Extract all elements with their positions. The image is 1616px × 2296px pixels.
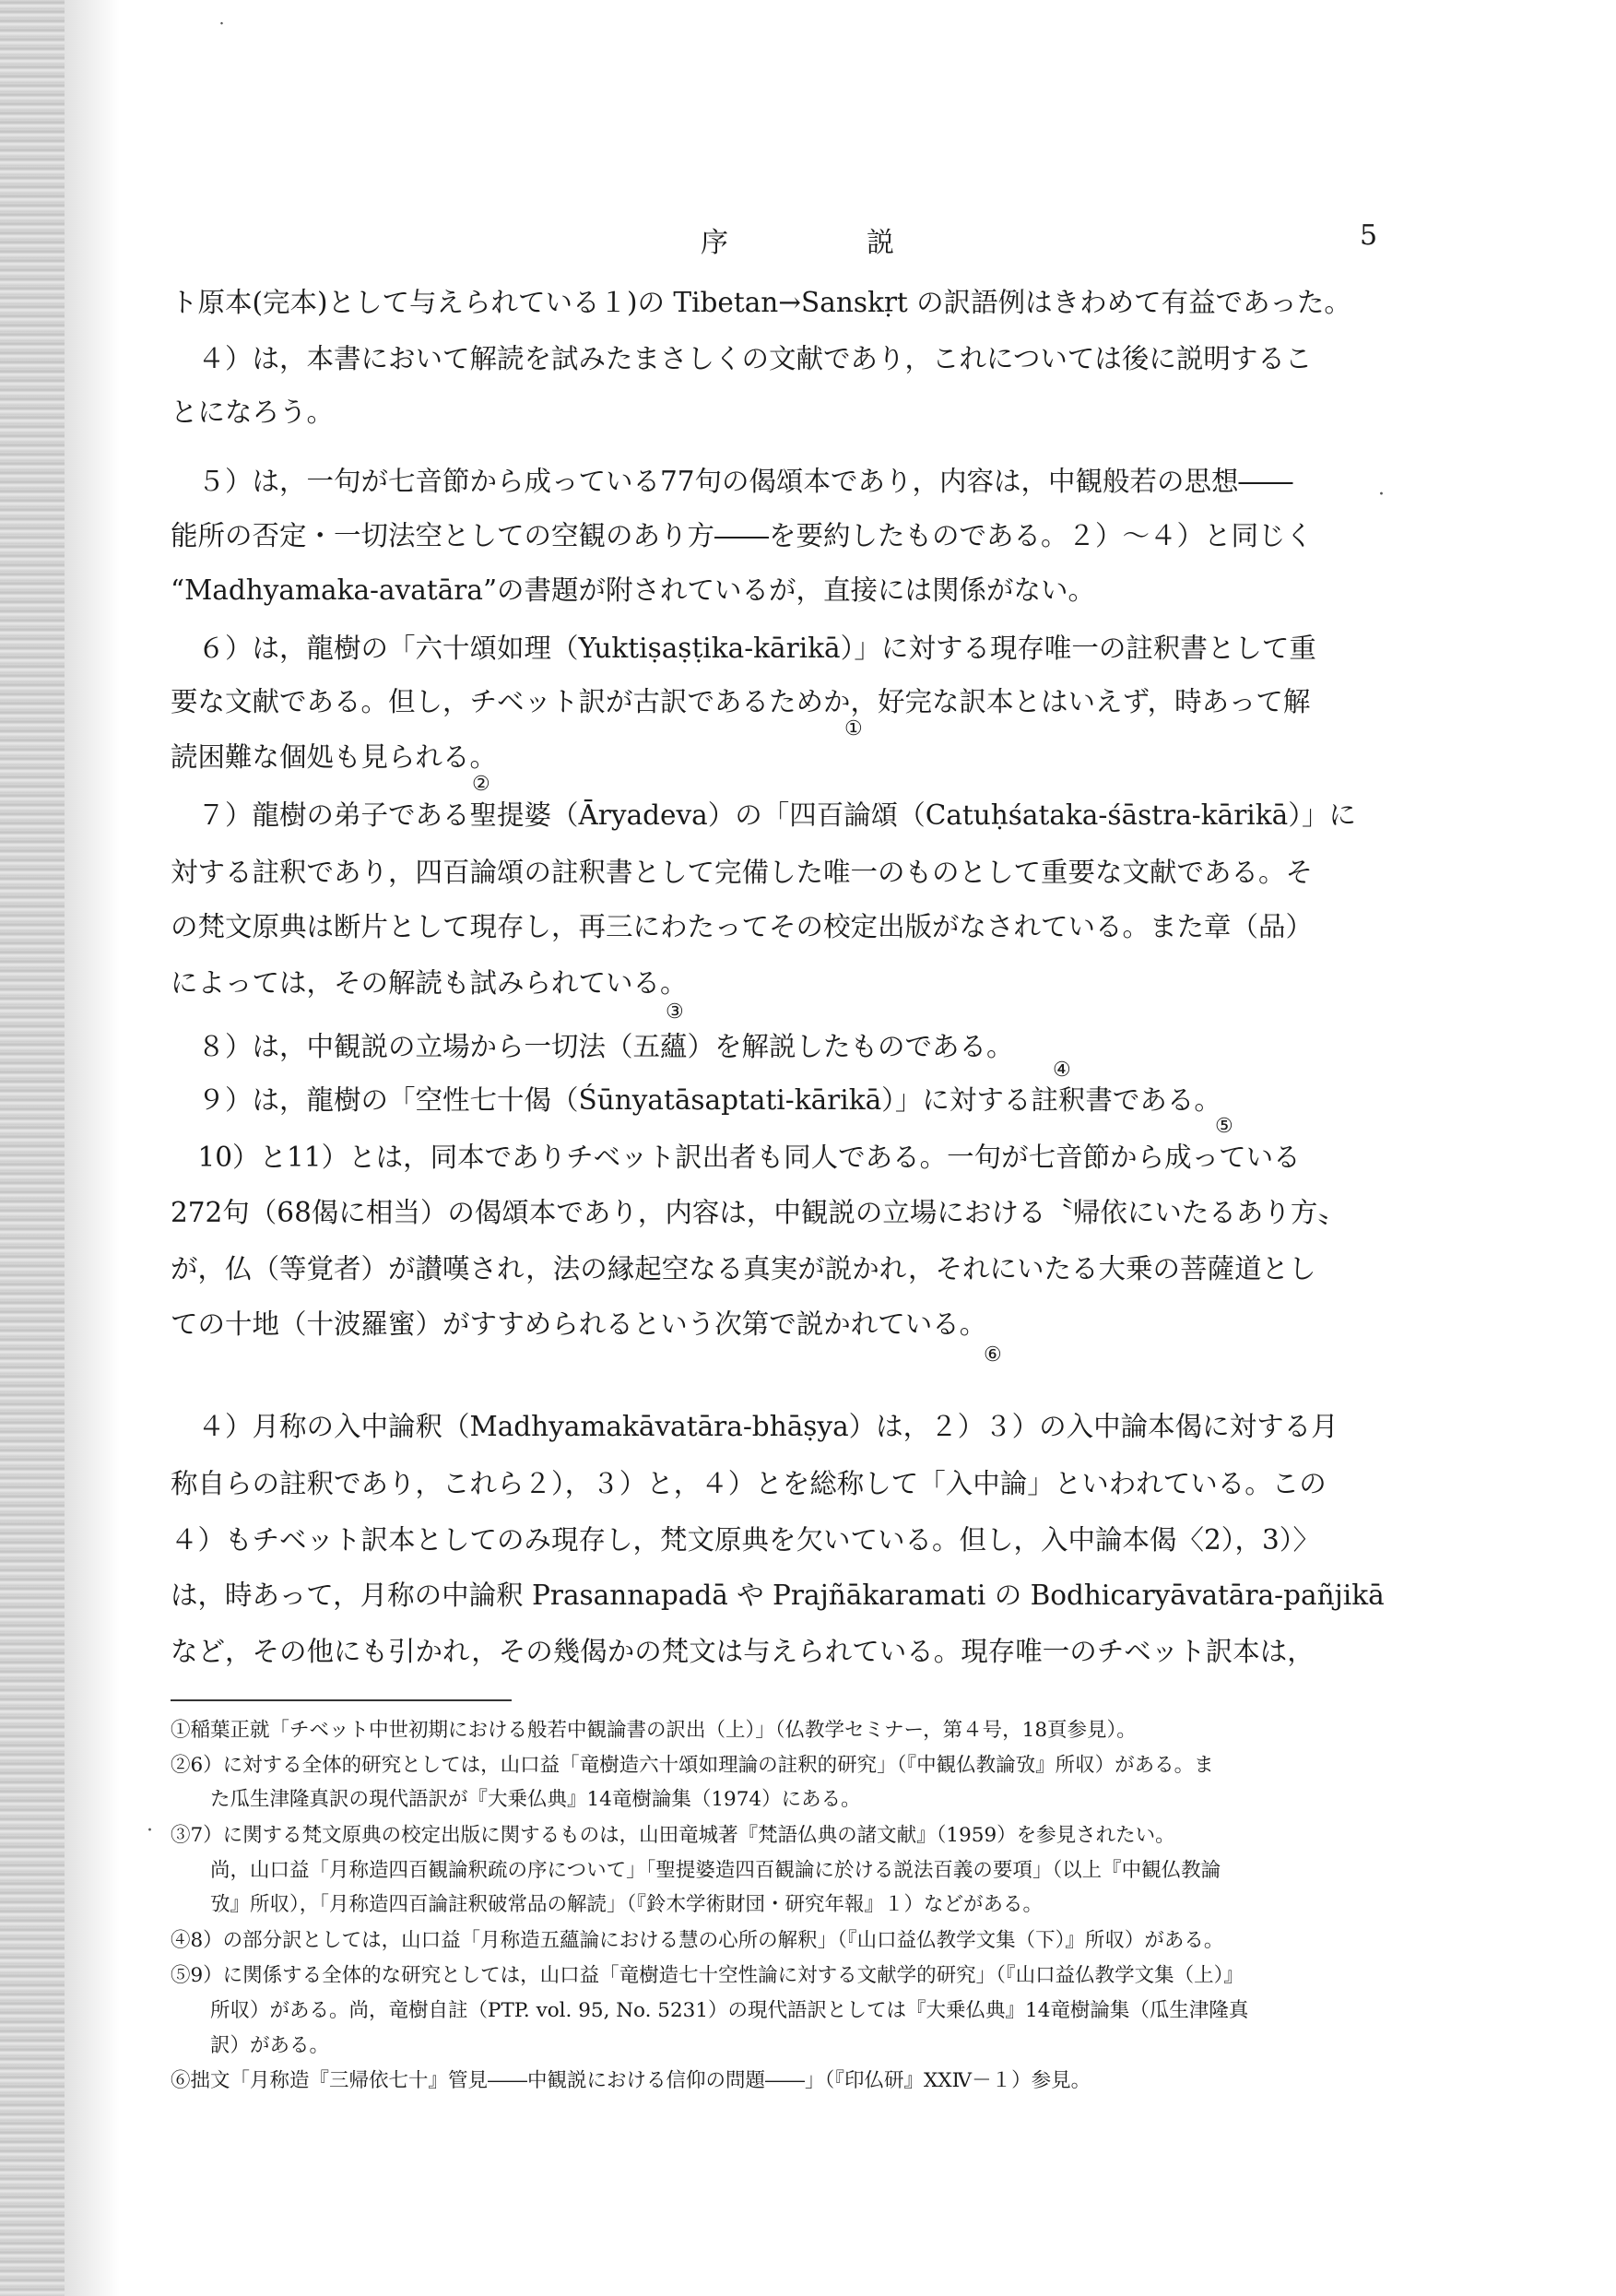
- footnote-line: 所収）がある。尚，竜樹自註（PTP. vol. 95, No. 5231）の現代語訳としては『大乗仏典』14竜樹論集（瓜生津隆真: [210, 1999, 1249, 2022]
- footnote-line: ⑥拙文「月称造『三帰依七十』管見――中観説における信仰の問題――」（『印仏研』XXⅣ－１）参見。: [171, 2069, 1091, 2092]
- body-line: 要な文献である。但し，チベット訳が古訳であるためか，好完な訳本とはいえず，時あって解: [171, 686, 1311, 717]
- body-line: 読困難な個処も見られる。: [171, 741, 498, 773]
- body-line: ６）は，龍樹の「六十頌如理（Yuktiṣaṣṭika-kārikā）」に対する現存唯一の註釈書として重: [171, 633, 1316, 664]
- footnote-line: 攷』所収），「月称造四百論註釈破常品の解読」（『鈴木学術財団・研究年報』１）などがある。: [210, 1893, 1044, 1916]
- body-line: 10）と11）とは，同本でありチベット訳出者も同人である。一句が七音節から成っている: [171, 1142, 1301, 1173]
- body-line: によっては，その解読も試みられている。: [171, 967, 688, 999]
- footnote-line: 訳）がある。: [210, 2034, 330, 2057]
- scan-speck: ·: [1378, 483, 1385, 506]
- footnote-ref-5: ⑤: [1215, 1115, 1233, 1138]
- body-line: “Madhyamaka-avatāra”の書題が附されているが，直接には関係がない。: [171, 574, 1096, 606]
- footnote-ref-1: ①: [844, 717, 863, 740]
- footnote-ref-3: ③: [666, 1000, 684, 1024]
- body-line: とになろう。: [171, 396, 335, 428]
- body-line: 対する註釈であり，四百論頌の註釈書として完備した唯一のものとして重要な文献である。そ: [171, 857, 1314, 888]
- footnote-line: ④8）の部分訳としては，山口益「月称造五蘊論における慧の心所の解釈」（『山口益仏教学文集（下）』所収）がある。: [171, 1929, 1224, 1952]
- body-line: が，仏（等覚者）が讃嘆され，法の縁起空なる真実が説かれ，それにいたる大乗の菩薩道とし: [171, 1253, 1316, 1284]
- footnote-line: ⑤9）に関係する全体的な研究としては，山口益「竜樹造七十空性論に対する文献学的研究」（『山口益仏教学文集（上）』: [171, 1964, 1244, 1987]
- body-line: など，その他にも引かれ，その幾偈かの梵文は与えられている。現存唯一のチベット訳本は，: [171, 1636, 1315, 1667]
- body-line: ８）は，中観説の立場から一切法（五蘊）を解説したものである。: [171, 1031, 1014, 1062]
- footnote-line: ③7）に関する梵文原典の校定出版に関するものは，山田竜城著『梵語仏典の諸文献』（1959）を参見されたい。: [171, 1824, 1175, 1847]
- body-line: ４）は，本書において解読を試みたまさしくの文献であり，これについては後に説明するこ: [171, 343, 1313, 374]
- running-header: [0, 219, 1616, 259]
- body-line: ９）は，龍樹の「空性七十偈（Śūnyatāsaptati-kārikā）」に対する註釈書である。: [171, 1084, 1221, 1116]
- footnote-line: ①稲葉正就「チベット中世初期における般若中観論書の訳出（上）」（仏教学セミナー，第４号，18頁参見）。: [171, 1719, 1137, 1742]
- body-line: ５）は，一句が七音節から成っている77句の偈頌本であり，内容は，中観般若の思想――: [171, 466, 1293, 497]
- body-line: ４）もチベット訳本としてのみ現存し，梵文原典を欠いている。但し，入中論本偈〈2），3）〉: [171, 1524, 1321, 1556]
- body-line: ７）龍樹の弟子である聖提婆（Āryadeva）の「四百論頌（Catuḥśataka-śāstra-kārikā）」に: [171, 799, 1356, 831]
- footnote-line: 尚，山口益「月称造四百観論釈疏の序について」「聖提婆造四百観論に於ける説法百義の要項」（以上『中観仏教論: [210, 1859, 1221, 1882]
- page-number: 5: [1360, 219, 1378, 252]
- footnote-ref-2: ②: [472, 773, 490, 796]
- body-line: 能所の否定・一切法空としての空観のあり方――を要約したものである。２）～４）と同じく: [171, 520, 1314, 551]
- footnote-line: た瓜生津隆真訳の現代語訳が『大乗仏典』14竜樹論集（1974）にある。: [210, 1788, 861, 1811]
- footnote-divider: [171, 1699, 512, 1701]
- body-line: 272句（68偈に相当）の偈頌本であり，内容は，中観説の立場における〝帰依にいたるあり方〟: [171, 1197, 1345, 1228]
- scan-speck: ˙: [217, 20, 227, 43]
- footnote-ref-6: ⑥: [984, 1343, 1002, 1367]
- body-line: の梵文原典は断片として現存し，再三にわたってその校定出版がなされている。また章（品）: [171, 911, 1314, 942]
- body-line: ト原本(完本)として与えられている１)の Tibetan→Sanskṛt の訳語例はきわめて有益であった。: [171, 287, 1351, 318]
- scan-speck: ·: [147, 1819, 153, 1842]
- footnote-line: ②6）に対する全体的研究としては，山口益「竜樹造六十頌如理論の註釈的研究」（『中観仏教論攷』所収）がある。ま: [171, 1754, 1214, 1777]
- header-title: 序 説: [701, 227, 950, 259]
- body-line: は，時あって，月称の中論釈 Prasannapadā や Prajñākaramati の Bodhicaryāvatāra-pañjikā: [171, 1580, 1385, 1611]
- body-line: ての十地（十波羅蜜）がすすめられるという次第で説かれている。: [171, 1308, 987, 1340]
- body-line: 称自らの註釈であり，これら２），３）と，４）とを総称して「入中論」といわれている。この: [171, 1468, 1327, 1499]
- footnote-ref-4: ④: [1053, 1059, 1071, 1082]
- body-line: ４）月称の入中論釈（Madhyamakāvatāra-bhāṣya）は，２）３）の入中論本偈に対する月: [171, 1411, 1339, 1442]
